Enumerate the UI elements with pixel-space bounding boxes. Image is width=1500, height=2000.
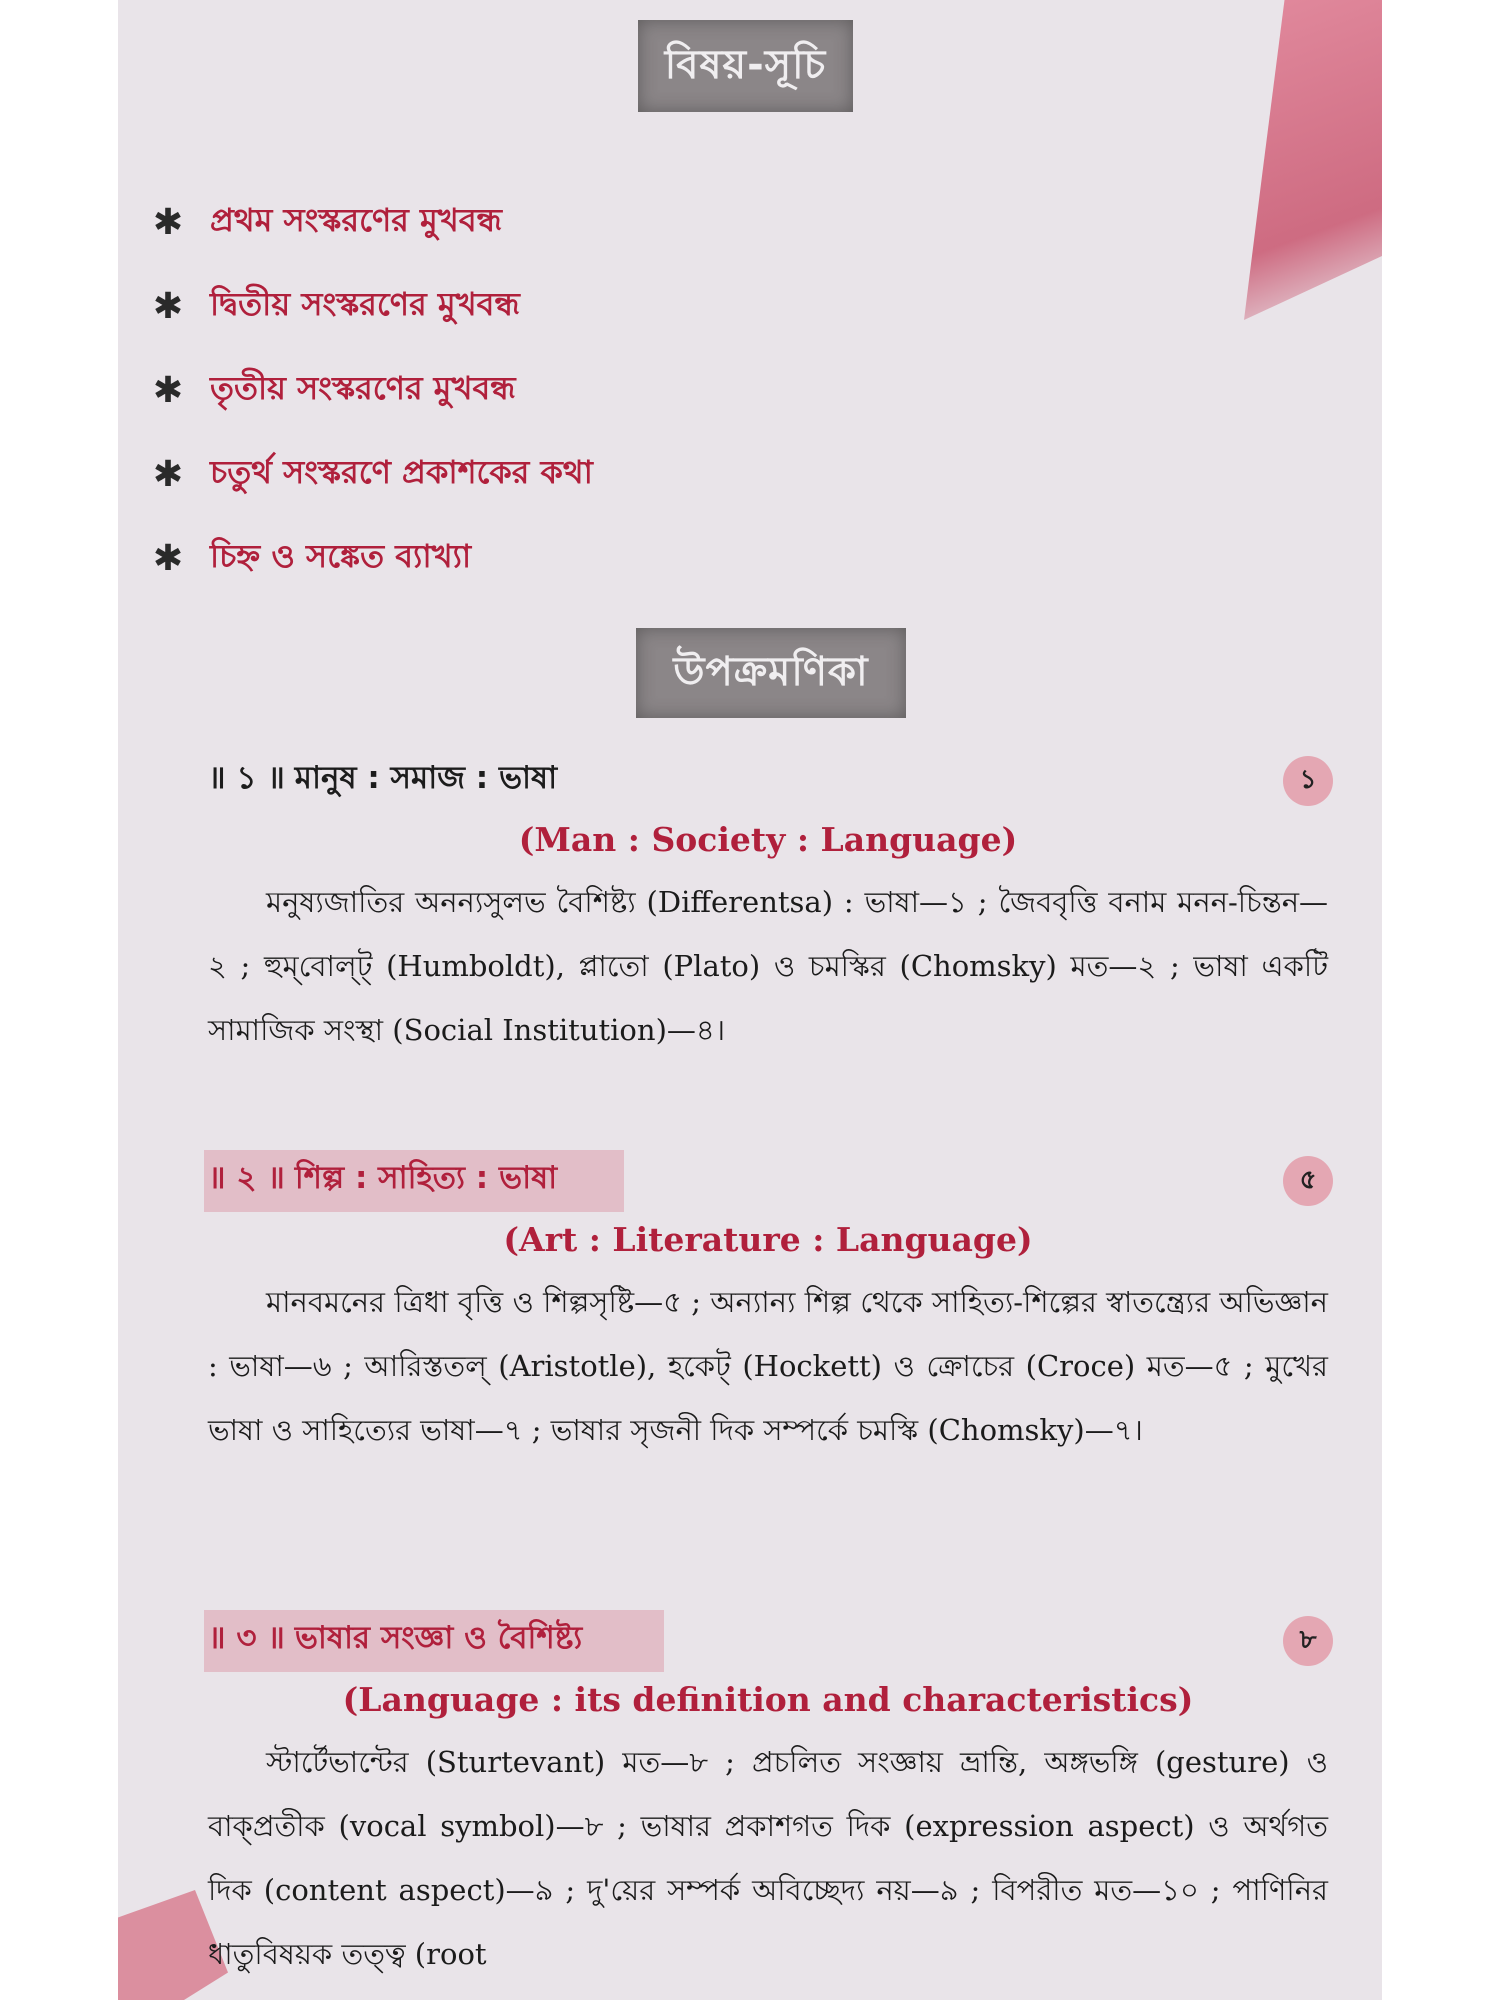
toc-item[interactable] (148, 432, 593, 516)
section-title-text: ভাষার সংজ্ঞা ও বৈশিষ্ট্য (294, 1620, 583, 1656)
page-number-badge: ৮ (1283, 1616, 1333, 1666)
toc-list (148, 180, 593, 600)
book-page (118, 0, 1382, 2000)
star-icon: ✱ (152, 537, 184, 579)
toc-item[interactable] (148, 348, 593, 432)
decorative-petal (1232, 0, 1382, 320)
section-title[interactable] (208, 750, 1328, 810)
section-body: স্টার্টেভান্টের (Sturtevant) মত—৮ ; প্রচলিত সংজ্ঞায় ভ্রান্তি, অঙ্গভঙ্গি (gesture) ও বাক্‌প্রতীক (vocal symbol)—৮ ; ভাষার প্রকাশগত দিক (expression aspect) ও অর্থগত দিক (content aspect)—৯ ; দু'য়ের সম্পর্ক অবিচ্ছেদ্য নয়—৯ ; বিপরীত মত—১০ ; পাণিনির ধাতুবিষয়ক তত্ত্ব (root (208, 1745, 1328, 1971)
contents-heading: বিষয়-সূচি (638, 20, 853, 112)
section-title-text: মানুষ : সমাজ : ভাষা (294, 760, 558, 796)
intro-heading: উপক্রমণিকা (636, 628, 906, 718)
toc-item-label: দ্বিতীয় সংস্করণের মুখবন্ধ (210, 285, 520, 323)
section-title-text: শিল্প : সাহিত্য : ভাষা (294, 1160, 558, 1196)
page-number-badge: ১ (1283, 756, 1333, 806)
section-subtitle: (Art : Literature : Language) (503, 1220, 1033, 1259)
toc-item-label: তৃতীয় সংস্করণের মুখবন্ধ (210, 369, 516, 407)
page-number-badge: ৫ (1283, 1156, 1333, 1206)
section-mark: ॥ ১ ॥ (208, 760, 285, 796)
star-icon: ✱ (152, 201, 184, 243)
section-body: মানবমনের ত্রিধা বৃত্তি ও শিল্পসৃষ্টি—৫ ; অন্যান্য শিল্প থেকে সাহিত্য-শিল্পের স্বাতন্ত্র্যের অভিজ্ঞান : ভাষা—৬ ; আরিস্ততল্ (Aristotle), হকেট্ (Hockett) ও ক্রোচের (Croce) মত—৫ ; মুখের ভাষা ও সাহিত্যের ভাষা—৭ ; ভাষার সৃজনী দিক সম্পর্কে চমস্কি (Chomsky)—৭। (208, 1285, 1328, 1447)
section-title[interactable] (208, 1150, 1328, 1210)
section-3 (208, 1610, 1328, 1986)
star-icon: ✱ (152, 369, 184, 411)
section-mark: ॥ ৩ ॥ (208, 1620, 285, 1656)
toc-item-label: চতুর্থ সংস্করণে প্রকাশকের কথা (210, 453, 593, 491)
toc-item-label: প্রথম সংস্করণের মুখবন্ধ (210, 201, 502, 239)
section-mark: ॥ ২ ॥ (208, 1160, 285, 1196)
section-body: মনুষ্যজাতির অনন্যসুলভ বৈশিষ্ট্য (Differentsa) : ভাষা—১ ; জৈববৃত্তি বনাম মনন-চিন্তন—২ ; হুম্‌বোল্ট্ (Humboldt), প্লাতো (Plato) ও চমস্কির (Chomsky) মত—২ ; ভাষা একটি সামাজিক সংস্থা (Social Institution)—৪। (208, 885, 1328, 1047)
toc-item[interactable] (148, 180, 593, 264)
section-title[interactable] (208, 1610, 1328, 1670)
toc-item[interactable] (148, 516, 593, 600)
section-subtitle: (Language : its definition and characteristics) (342, 1680, 1194, 1719)
section-1 (208, 750, 1328, 1062)
star-icon: ✱ (152, 453, 184, 495)
toc-item-label: চিহ্ন ও সঙ্কেত ব্যাখ্যা (210, 537, 472, 575)
toc-item[interactable] (148, 264, 593, 348)
section-2 (208, 1150, 1328, 1462)
section-subtitle: (Man : Society : Language) (518, 820, 1018, 859)
star-icon: ✱ (152, 285, 184, 327)
